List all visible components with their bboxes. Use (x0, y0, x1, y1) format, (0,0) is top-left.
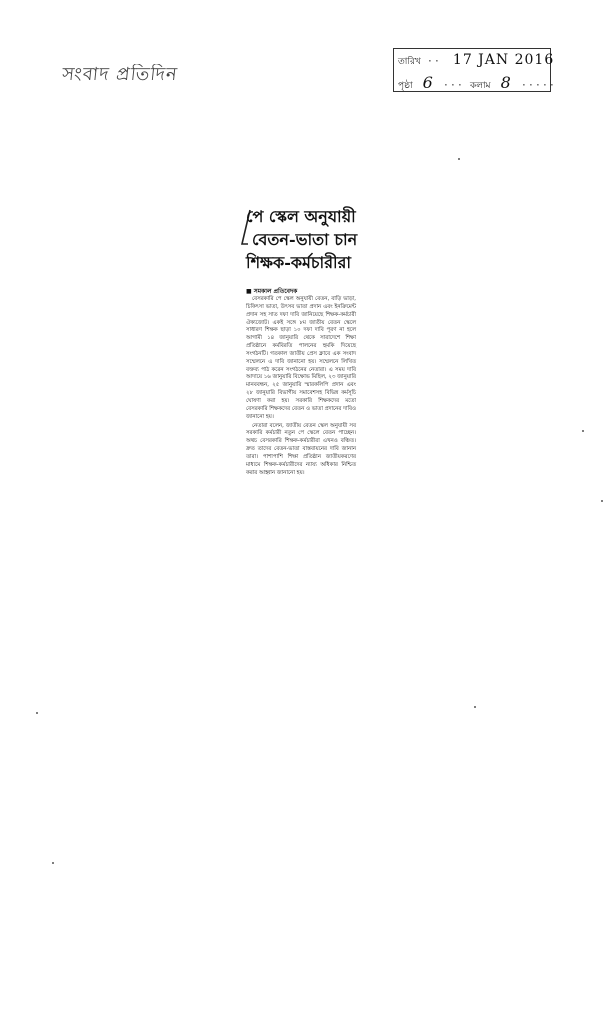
stamp-column-value: 8 (500, 73, 511, 92)
stamp-column-label: কলাম (469, 81, 491, 91)
article-paragraph: নেতারা বলেন, জাতীয় বেতন স্কেল অনুযায়ী সব সরকারি কর্মচারী নতুন পে স্কেলে বেতন পাচ্ছেন। অথচ বেসরকারি শিক্ষক-কর্মচারীরা এখনও বঞ্চিত। দ্রুত তাদের বেতন-ভাতা বাস্তবায়নের দাবি জানান তারা। পাশাপাশি শিক্ষা প্রতিষ্ঠান জাতীয়করণের মাধ্যমে শিক্ষক-কর্মচারীদের ন্যায্য অধিকার নিশ্চিত করার আহ্বান জানানো হয়। (246, 422, 356, 476)
archive-date-stamp (393, 48, 556, 92)
scan-speck (458, 158, 460, 160)
headline-line-3: শিক্ষক-কর্মচারীরা (246, 253, 352, 272)
article-paragraph: বেসরকারি পে স্কেল অনুযায়ী বেতন, বাড়ি ভাড়া, চিকিৎসা ভাতা, উৎসব ভাতা প্রদান এবং ইনক্রিমেন্ট প্রদান সহ সাত দফা দাবি জানিয়েছে শিক্ষক-কর্মচারী ঐক্যজোট। একই সঙ্গে ৮ম জাতীয় বেতন স্কেলে সাধারণ শিক্ষক ছাড়া ১০ দফা দাবি পূরণ না হলে আগামী ১৪ জানুয়ারি থেকে সারাদেশে শিক্ষা প্রতিষ্ঠানে কর্মবিরতি পালনের হুমকি দিয়েছে সংগঠনটি। গতকাল জাতীয় প্রেস ক্লাবে এক সংবাদ সম্মেলনে এ দাবি জানানো হয়। সম্মেলনে লিখিত বক্তব্য পাঠ করেন সংগঠনের নেতারা। এ সময় দাবি আদায়ে ১৬ জানুয়ারি বিক্ষোভ মিছিল, ২৩ জানুয়ারি মানববন্ধন, ২৫ জানুয়ারি স্মারকলিপি প্রদান এবং ২৮ জানুয়ারি বিভাগীয় সমাবেশসহ বিভিন্ন কর্মসূচি ঘোষণা করা হয়। সরকারি শিক্ষকদের মতো বেসরকারি শিক্ষকদের বেতন ও ভাতা প্রদানের দাবিও জানানো হয়। (246, 296, 356, 420)
scan-speck (474, 706, 476, 708)
scan-speck (582, 430, 584, 432)
stamp-page-value: 6 (422, 73, 433, 92)
scan-speck (36, 712, 38, 714)
stamp-date-value: 17 JAN 2016 (452, 52, 555, 68)
stamp-dots: ····· (520, 80, 556, 91)
newspaper-masthead: সংবাদ প্রতিদিন (61, 64, 179, 85)
article-byline: ■ সমকাল প্রতিবেদক (246, 288, 298, 295)
headline-line-1: পে স্কেল অনুযায়ী (246, 207, 356, 226)
headline-line-2: বেতন-ভাতা চান (252, 230, 358, 249)
stamp-page-label: পৃষ্ঠা (398, 81, 413, 91)
scan-speck (601, 500, 603, 502)
article-headline (246, 206, 364, 274)
scan-speck (52, 862, 54, 864)
stamp-dots: ·· (426, 56, 441, 67)
stamp-date-label: তারিখ (398, 57, 421, 67)
newspaper-clipping (238, 206, 360, 666)
stamp-dots: ··· (442, 80, 464, 91)
article-body (246, 296, 356, 478)
